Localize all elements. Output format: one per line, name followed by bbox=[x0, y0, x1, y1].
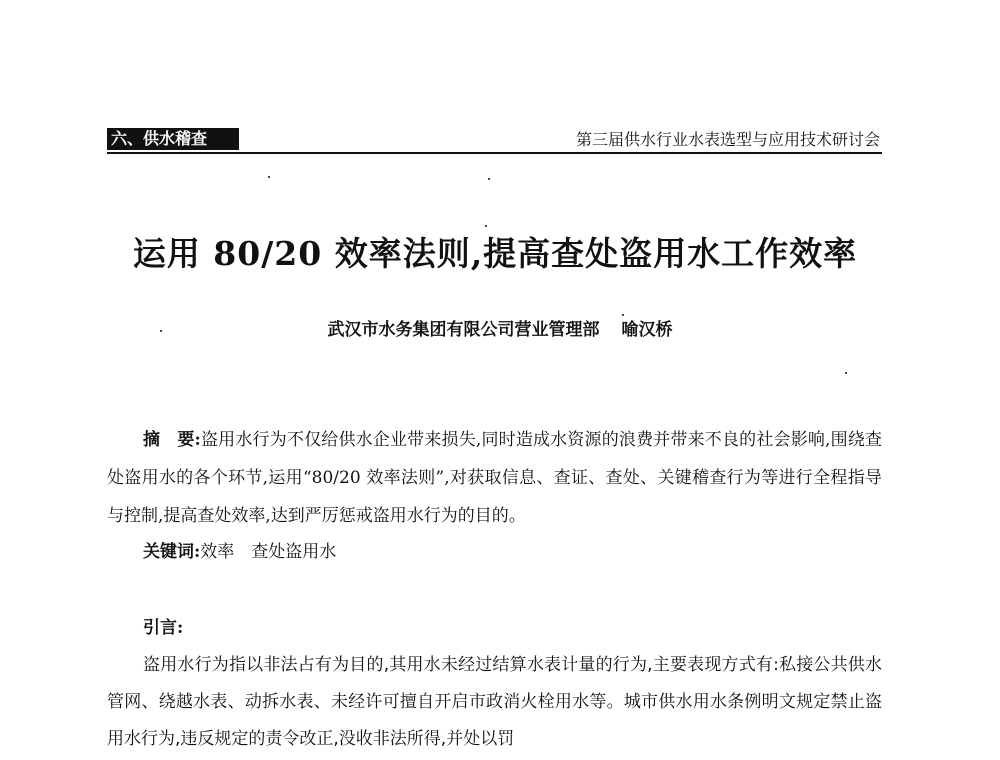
introduction-heading: 引言: bbox=[143, 618, 184, 638]
scan-speck bbox=[845, 372, 847, 374]
byline bbox=[0, 318, 1000, 342]
scan-speck bbox=[485, 225, 487, 227]
author-name: 喻汉桥 bbox=[621, 320, 673, 340]
scan-speck bbox=[622, 314, 624, 316]
keywords bbox=[143, 533, 883, 571]
abstract bbox=[107, 421, 882, 535]
scan-speck bbox=[268, 176, 270, 178]
section-tag: 六、供水稽查 bbox=[107, 128, 239, 150]
abstract-text: 盗用水行为不仅给供水企业带来损失,同时造成水资源的浪费并带来不良的社会影响,围绕查处盗用水的各个环节,运用“80/20 效率法则”,对获取信息、查证、查处、关键稽查行为等进行全程指导与控制,提高查处效率,达到严厉惩戒盗用水行为的目的。 bbox=[107, 430, 883, 526]
author-organization: 武汉市水务集团有限公司营业管理部 bbox=[327, 320, 600, 340]
keywords-text: 效率 查处盗用水 bbox=[200, 542, 337, 562]
conference-name: 第三届供水行业水表选型与应用技术研讨会 bbox=[575, 130, 880, 149]
abstract-label: 摘 要: bbox=[143, 430, 201, 450]
keywords-label: 关键词: bbox=[143, 542, 201, 562]
introduction-text: 盗用水行为指以非法占有为目的,其用水未经过结算水表计量的行为,主要表现方式有:私接公共供水管网、绕越水表、动拆水表、未经许可擅自开启市政消火栓用水等。城市供水用水条例明文规定禁止盗用水行为,违反规定的责令改正,没收非法所得,并处以罚 bbox=[107, 655, 882, 749]
article-title: 运用 80/20 效率法则,提高查处盗用水工作效率 bbox=[132, 234, 858, 273]
header-rule bbox=[107, 152, 882, 154]
scan-speck bbox=[160, 330, 162, 332]
scan-speck bbox=[488, 178, 490, 180]
